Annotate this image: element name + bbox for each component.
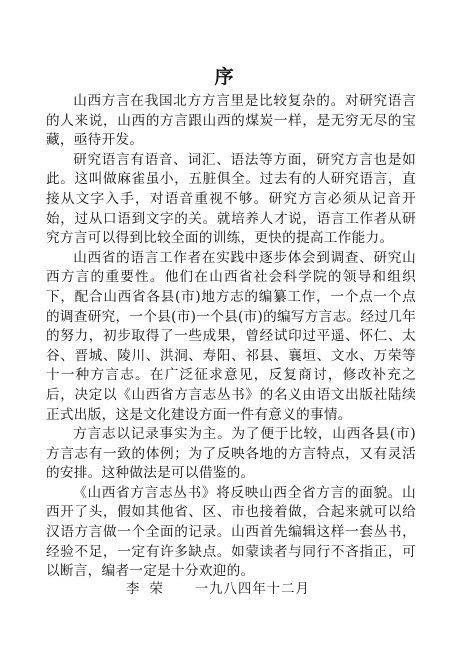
preface-body: [46, 92, 416, 582]
author-name: 李荣: [126, 582, 173, 597]
paragraph-5: 《山西省方言志丛书》将反映山西全省方言的面貌。山西开了头，假如其他省、区、市也接着做，合起来就可以给汉语方言做一个全面的记录。山西首先编辑这样一套丛书，经验不足，一定有许多缺点。如蒙读者与同行不吝指正，可以断言，编者一定是十分欢迎的。: [46, 484, 416, 580]
paragraph-3: 山西省的语言工作者在实践中逐步体会到调查、研究山西方言的重要性。他们在山西省社会科学院的领导和组织下，配合山西省各县(市)地方志的编纂工作，一个点一个点的调查研究，一个县(市)一个县(市)的编写方言志。经过几年的努力，初步取得了一些成果，曾经试印过平遥、怀仁、太谷、晋城、陵川、洪洞、寿阳、祁县、襄垣、文水、万荣等十一种方言志。在广泛征求意见，反复商讨，修改补充之后，决定以《山西省方言志丛书》的名义由语文出版社陆续正式出版，这是文化建设方面一件有意义的事情。: [46, 249, 416, 423]
signature-date: 一九八四年十二月: [194, 582, 310, 597]
paragraph-1: 山西方言在我国北方方言里是比较复杂的。对研究语言的人来说，山西的方言跟山西的煤炭一样，是无穷无尽的宝藏，亟待开发。: [46, 93, 416, 149]
signature-line: [126, 578, 310, 597]
paragraph-4: 方言志以记录事实为主。为了便于比较，山西各县(市)方言志有一致的体例；为了反映各地的方言特点，又有灵活的安排。这种做法是可以借鉴的。: [46, 426, 416, 482]
page-title: 序: [214, 66, 236, 88]
paragraph-2: 研究语言有语音、词汇、语法等方面，研究方言也是如此。这叫做麻雀虽小，五脏俱全。过去有的人研究语言，直接从文字入手，对语音重视不够。研究方言必须从记音开始，过从口语到文字的关。就培养人才说，语言工作者从研究方言可以得到比较全面的训练，更快的提高工作能力。: [46, 151, 416, 247]
